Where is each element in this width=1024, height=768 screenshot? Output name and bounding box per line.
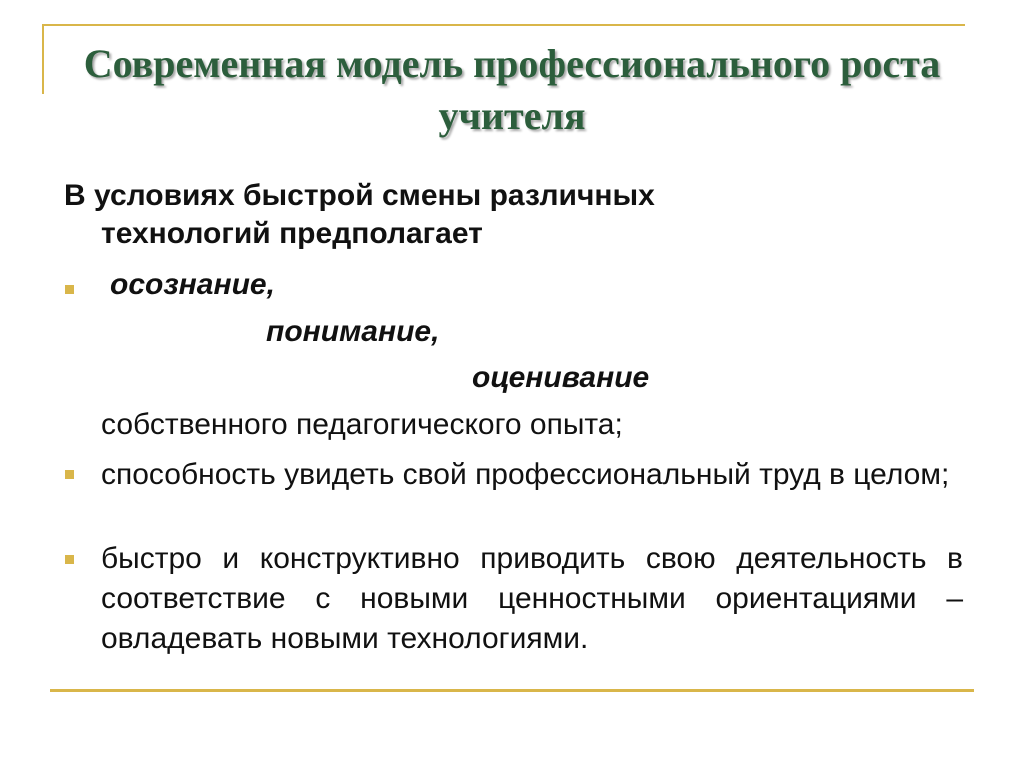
keyword-awareness: осознание, [110, 268, 275, 301]
intro-line-2: технологий предполагает [101, 217, 483, 250]
bullet-ability: способность увидеть свой профессиональный труд в целом; [101, 458, 950, 491]
square-bullet-icon [65, 555, 74, 564]
slide-title: Современная модель профессионального роста учителя [83, 41, 941, 138]
bottom-rule [50, 689, 974, 692]
bullet-adapt: быстро и конструктивно приводить свою деятельность в соответствие с новыми ценностными ориентациями – овладевать новыми технологиями. [101, 542, 963, 655]
intro-line-1: В условиях быстрой смены различных [64, 179, 655, 212]
top-rule [43, 24, 965, 26]
keyword-understanding: понимание, [266, 315, 440, 348]
square-bullet-icon [65, 285, 74, 294]
keyword-evaluation: оценивание [472, 361, 650, 394]
square-bullet-icon [65, 470, 74, 479]
left-rule [42, 24, 44, 94]
own-experience-text: собственного педагогического опыта; [101, 408, 623, 441]
